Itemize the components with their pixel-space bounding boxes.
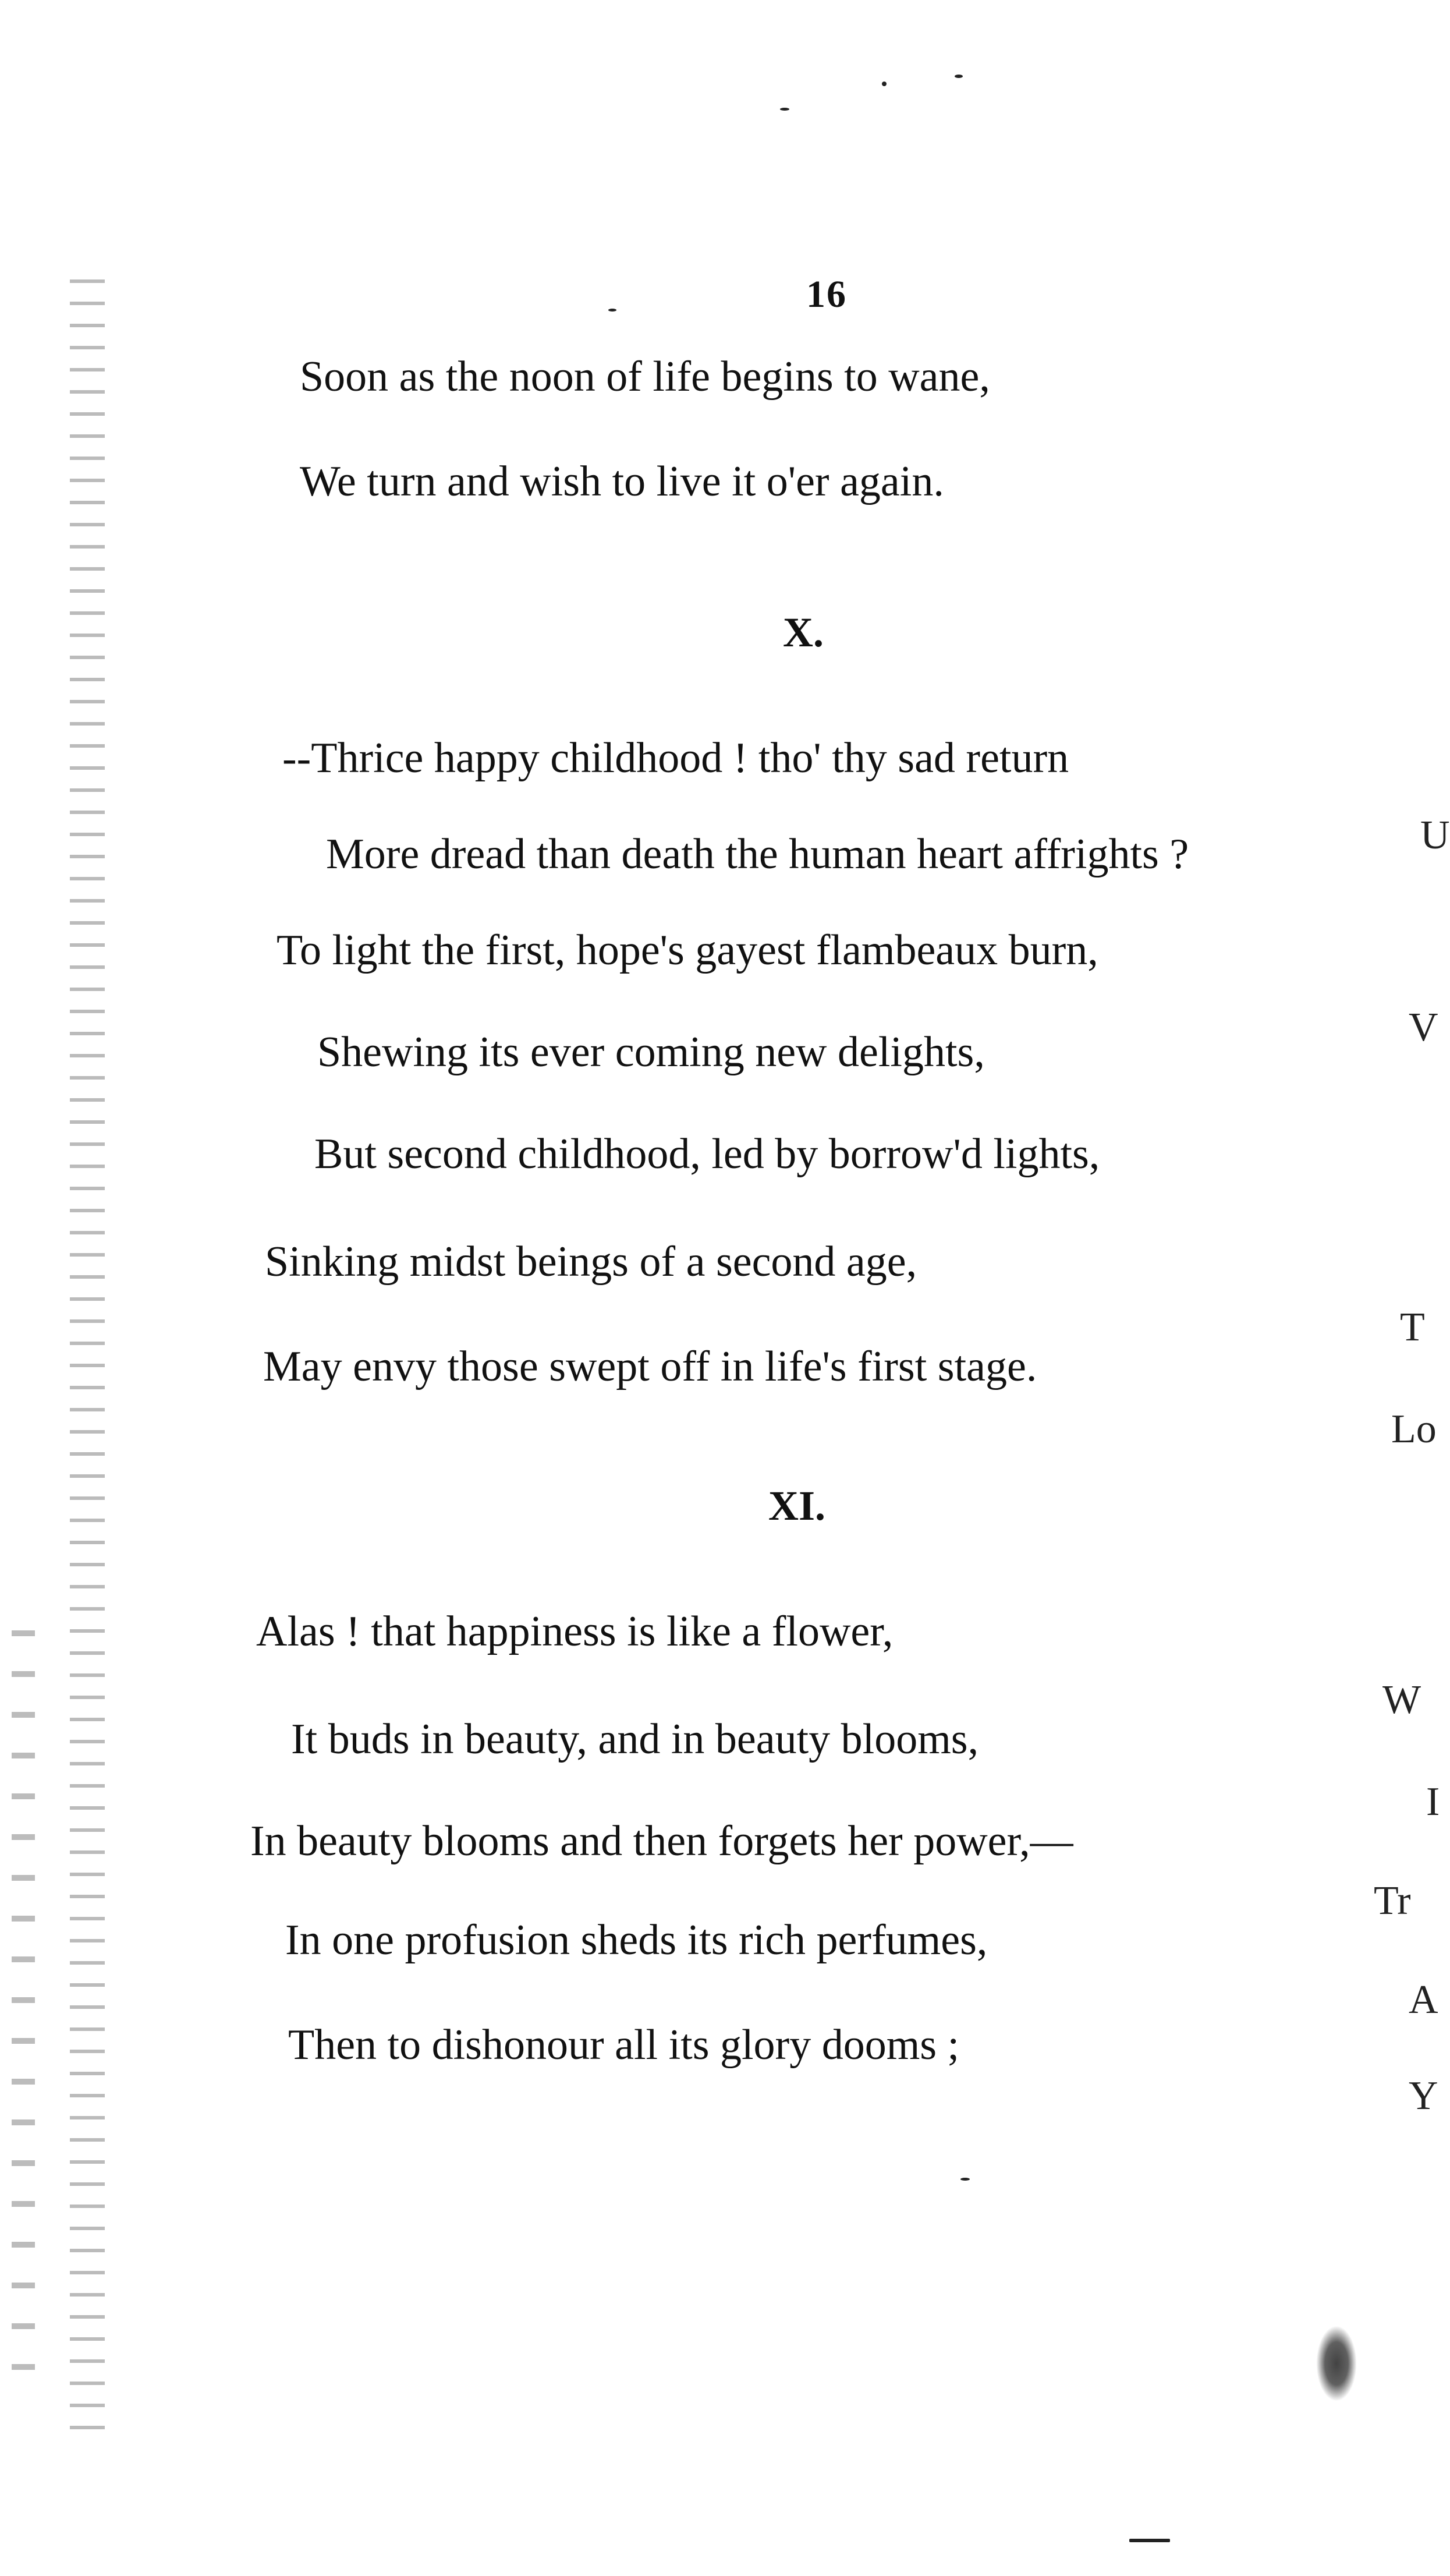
- poem-line: Shewing its ever coming new delights,: [317, 1028, 985, 1076]
- print-speck: [608, 309, 616, 312]
- poem-line: Alas ! that happiness is like a flower,: [256, 1608, 894, 1655]
- poem-line: Soon as the noon of life begins to wane,: [300, 353, 990, 401]
- facing-page-fragment: Tr: [1374, 1878, 1411, 1923]
- facing-page-fragment: U: [1420, 813, 1450, 858]
- poem-line: Sinking midst beings of a second age,: [265, 1238, 917, 1286]
- poem-line: More dread than death the human heart affrights ?: [326, 830, 1189, 878]
- print-speck: [955, 75, 963, 78]
- print-speck: [780, 108, 789, 111]
- poem-line: Then to dishonour all its glory dooms ;: [288, 2021, 960, 2069]
- poem-line: In one profusion sheds its rich perfumes,: [285, 1916, 988, 1964]
- poem-line: --Thrice happy childhood ! tho' thy sad return: [282, 734, 1069, 782]
- facing-page-fragment: V: [1409, 1005, 1438, 1050]
- print-speck: [1129, 2539, 1170, 2542]
- poem-line: To light the first, hope's gayest flambeaux burn,: [276, 926, 1098, 974]
- facing-page-fragment: Y: [1409, 2073, 1438, 2118]
- facing-page-fragment: A: [1409, 1977, 1438, 2022]
- poem-line: But second childhood, led by borrow'd lights,: [314, 1130, 1100, 1178]
- binding-edge-marks: [12, 1630, 35, 2387]
- page-number: 16: [806, 273, 847, 316]
- stanza-heading: XI.: [768, 1482, 826, 1529]
- poem-line: In beauty blooms and then forgets her power,—: [250, 1817, 1073, 1865]
- printer-ornament: [1316, 2326, 1357, 2401]
- stanza-heading: X.: [783, 609, 824, 656]
- poem-line: It buds in beauty, and in beauty blooms,: [291, 1715, 979, 1763]
- facing-page-fragment: Lo: [1391, 1407, 1437, 1452]
- poem-line: May envy those swept off in life's first stage.: [263, 1343, 1037, 1390]
- facing-page-fragment: I: [1426, 1779, 1440, 1824]
- print-speck: [960, 2178, 970, 2181]
- poem-line: We turn and wish to live it o'er again.: [300, 458, 944, 505]
- binding-gutter-marks: [70, 279, 105, 2434]
- print-speck: [882, 82, 887, 86]
- facing-page-fragment: W: [1382, 1678, 1421, 1722]
- facing-page-fragment: T: [1400, 1305, 1425, 1350]
